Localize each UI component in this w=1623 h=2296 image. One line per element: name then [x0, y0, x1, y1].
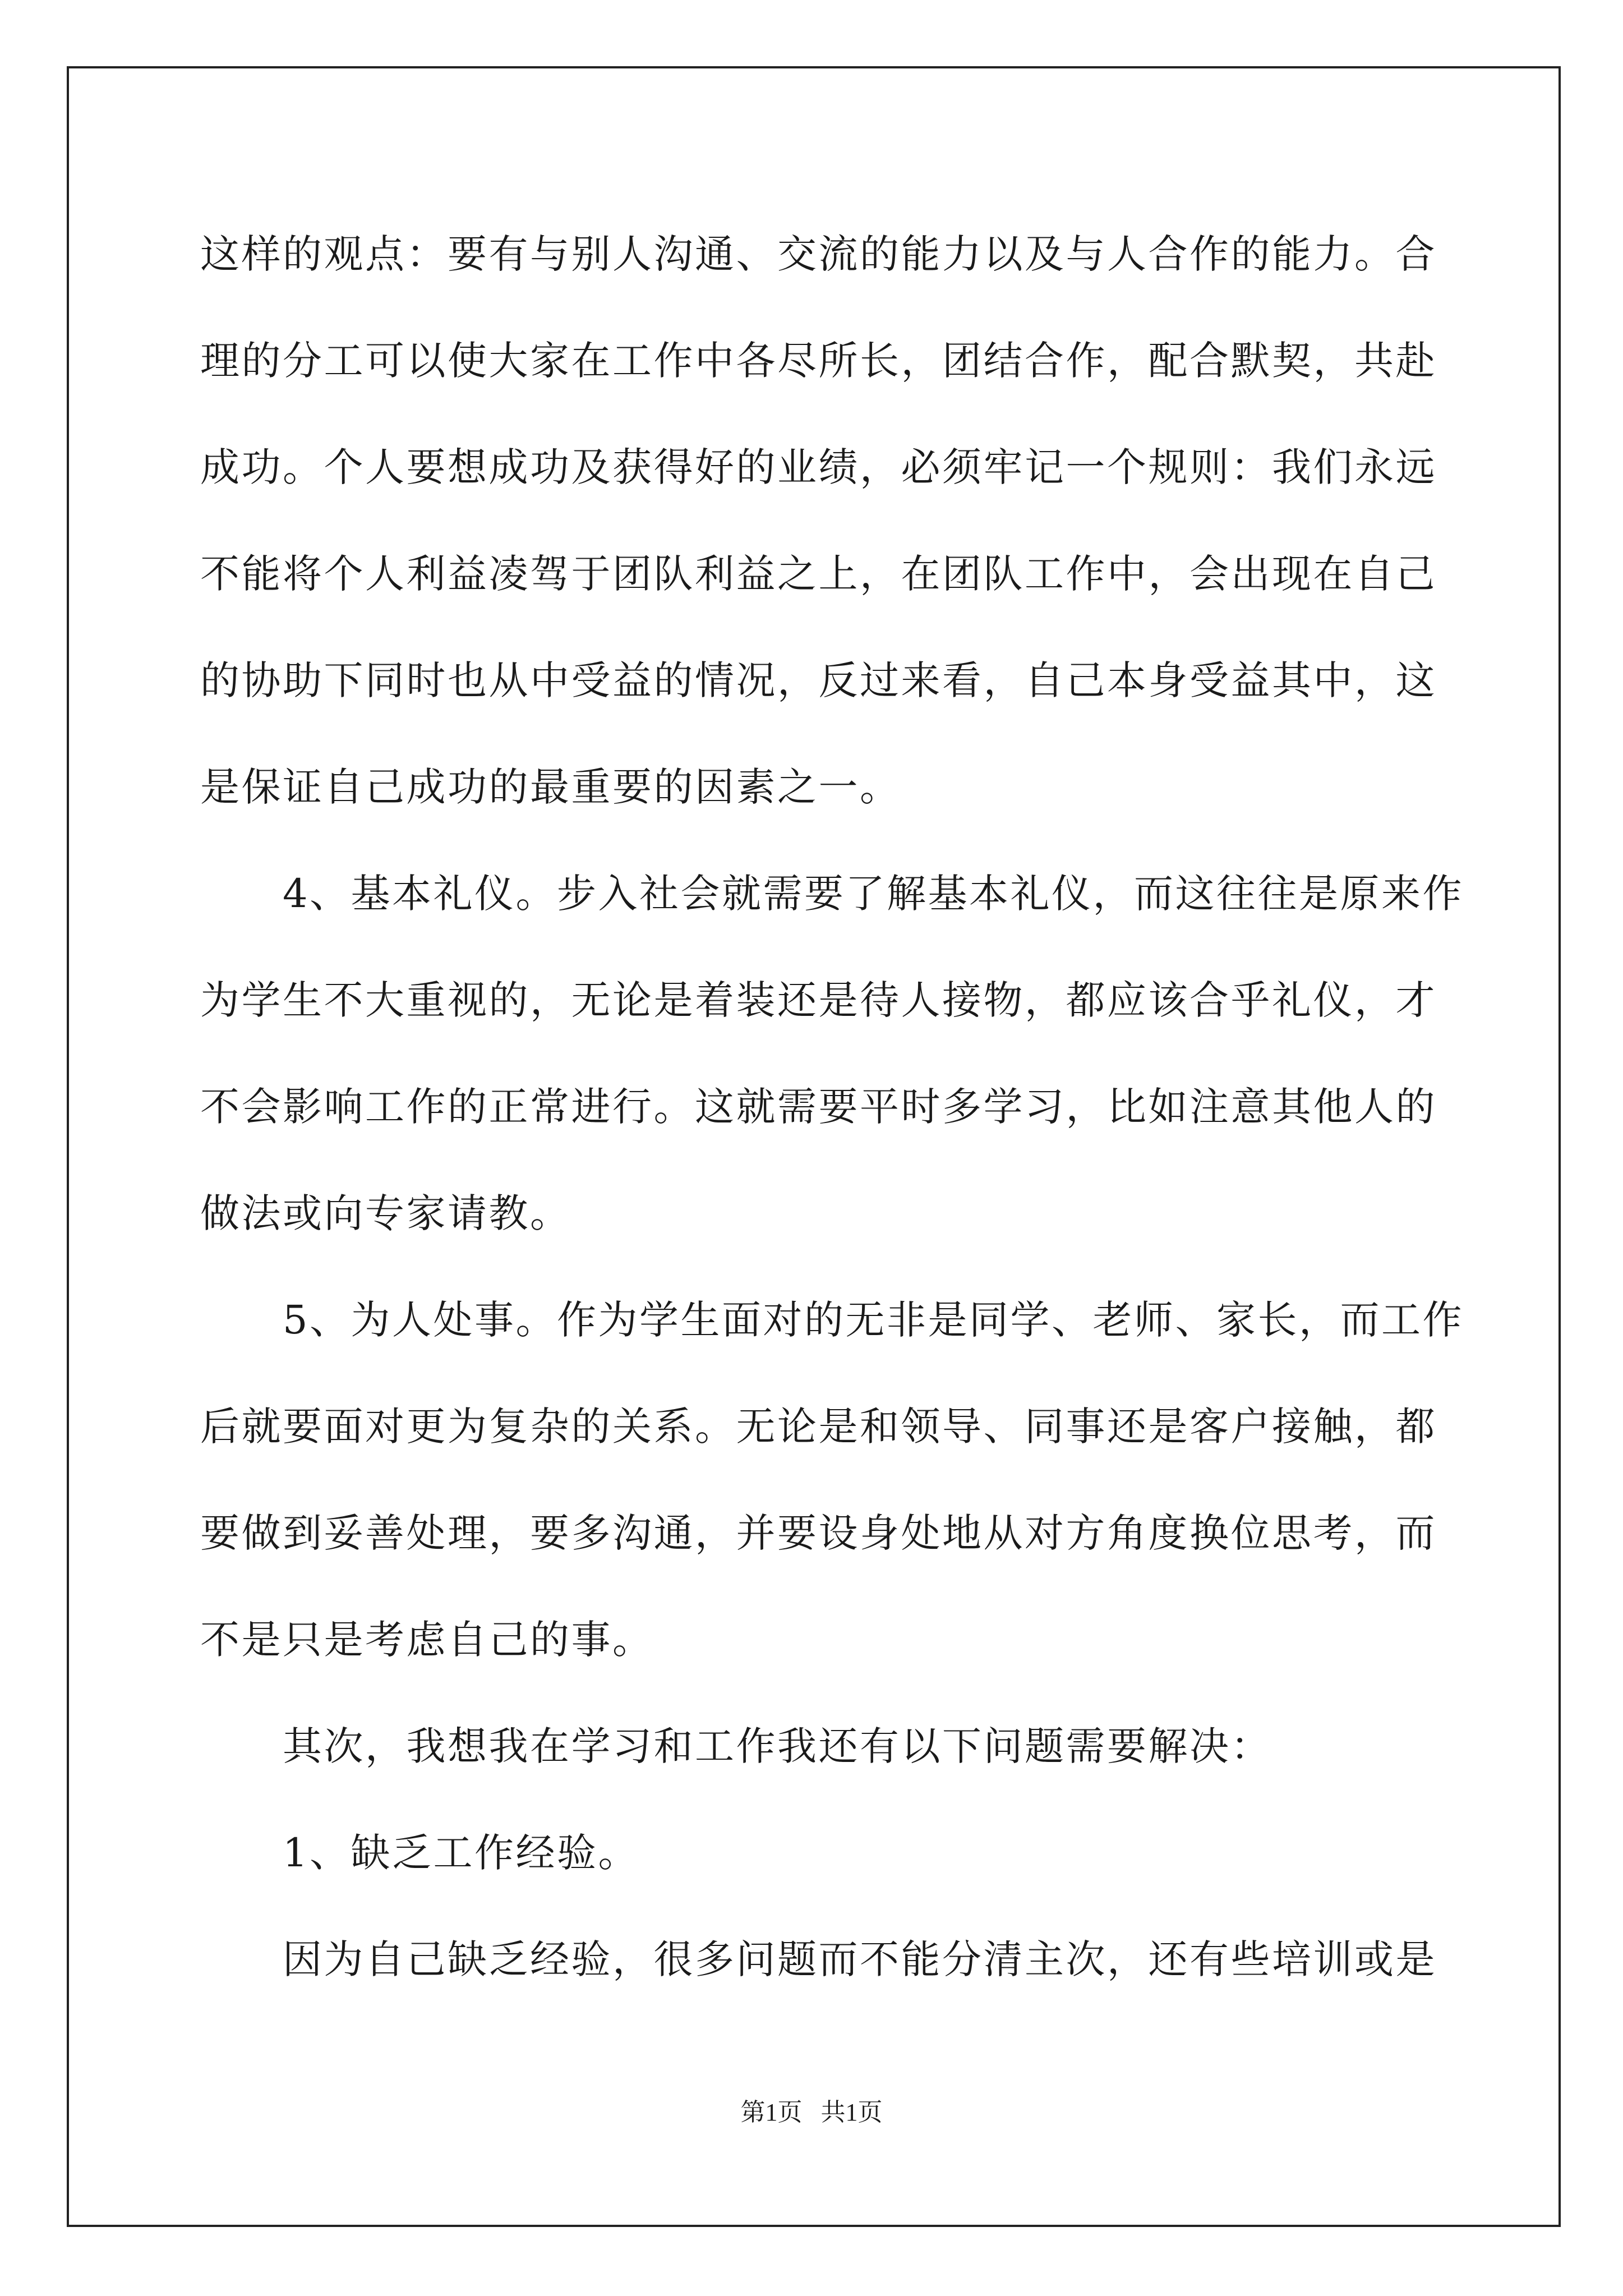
text-line: 是保证自己成功的最重要的因素之一。 [200, 764, 901, 810]
page-border [67, 66, 1561, 2227]
text-line: 5、为人处事。作为学生面对的无非是同学、老师、家长，而工作 [283, 1297, 1464, 1343]
text-line: 理的分工可以使大家在工作中各尽所长，团结合作，配合默契，共赴 [200, 338, 1437, 384]
text-line: 其次，我想我在学习和工作我还有以下问题需要解决： [283, 1723, 1272, 1769]
text-line: 不是只是考虑自己的事。 [200, 1617, 654, 1663]
page-number-footer: 第1页 共1页 [740, 2099, 883, 2126]
text-line: 做法或向专家请教。 [200, 1190, 571, 1236]
text-line: 成功。个人要想成功及获得好的业绩，必须牢记一个规则：我们永远 [200, 444, 1437, 490]
text-line: 不能将个人利益凌驾于团队利益之上，在团队工作中，会出现在自己 [200, 551, 1437, 597]
text-line: 这样的观点：要有与别人沟通、交流的能力以及与人合作的能力。合 [200, 231, 1437, 277]
text-line: 的协助下同时也从中受益的情况，反过来看，自己本身受益其中，这 [200, 657, 1437, 703]
text-line: 为学生不大重视的，无论是着装还是待人接物，都应该合乎礼仪，才 [200, 977, 1437, 1023]
text-line: 4、基本礼仪。步入社会就需要了解基本礼仪，而这往往是原来作 [283, 871, 1464, 917]
text-line: 要做到妥善处理，要多沟通，并要设身处地从对方角度换位思考，而 [200, 1510, 1437, 1556]
text-line: 不会影响工作的正常进行。这就需要平时多学习，比如注意其他人的 [200, 1084, 1437, 1130]
text-line: 因为自己缺乏经验，很多问题而不能分清主次，还有些培训或是 [283, 1936, 1437, 1982]
text-line: 1、缺乏工作经验。 [283, 1830, 640, 1876]
text-line: 后就要面对更为复杂的关系。无论是和领导、同事还是客户接触，都 [200, 1404, 1437, 1450]
